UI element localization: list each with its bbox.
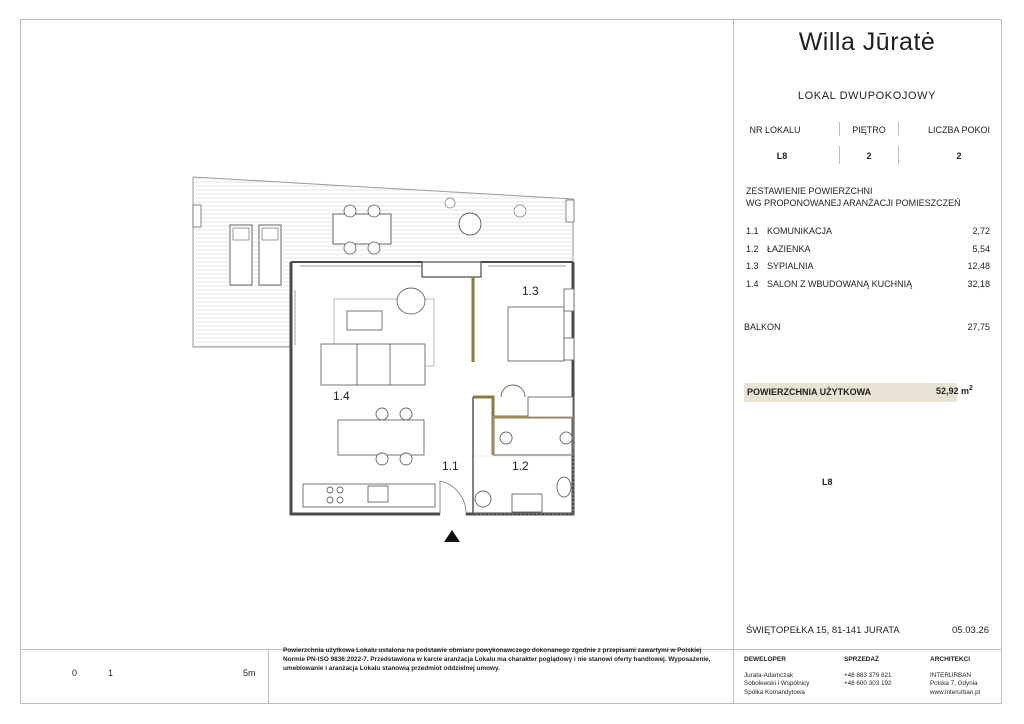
- room-row-name: SALON Z WBUDOWANĄ KUCHNIĄ: [767, 279, 913, 289]
- sofa: [321, 344, 425, 385]
- room-row-name: KOMUNIKACJA: [767, 226, 833, 236]
- areas-heading-1: ZESTAWIENIE POWIERZCHNI: [746, 186, 873, 196]
- room-row-number: 1.4: [746, 279, 759, 289]
- architects-line: Polska 7, Gdynia: [930, 680, 978, 687]
- living-room-furniture: [303, 288, 435, 507]
- scale-label-0: 0: [72, 668, 78, 678]
- dining-table: [338, 420, 424, 455]
- washbasin: [512, 494, 542, 512]
- developer-line: Jurata-Adamczak: [744, 672, 793, 679]
- room-row-value: 12,48: [967, 261, 990, 271]
- coffee-table: [347, 311, 382, 330]
- developer-title: DEWELOPER: [744, 656, 786, 663]
- architects-website-link[interactable]: www.interurban.pl: [930, 689, 981, 696]
- header-rooms: LICZBA POKOI: [927, 125, 991, 135]
- room-row-number: 1.2: [746, 244, 759, 254]
- apartment-type: LOKAL DWUPOKOJOWY: [797, 90, 937, 102]
- value-unit-number: L8: [776, 151, 788, 161]
- toilet: [557, 477, 571, 497]
- sales-phone[interactable]: +48 883 379 621: [844, 672, 892, 679]
- footer-divider-scale: [268, 649, 269, 704]
- balcony-value: 27,75: [967, 322, 990, 332]
- room-row-name: ŁAZIENKA: [767, 244, 811, 254]
- header-floor: PIĘTRO: [852, 125, 886, 135]
- washing-machine: [475, 491, 491, 507]
- room-label-1-3: 1.3: [522, 284, 539, 298]
- developer-line: Spółka Komandytowa: [744, 689, 805, 696]
- armchair: [397, 288, 425, 314]
- architects-title: ARCHITEKCI: [930, 656, 971, 663]
- key-plan-unit-label: L8: [822, 477, 833, 487]
- date: 05.03.26: [952, 625, 989, 636]
- developer-line: Sobolewski i Wspólnicy: [744, 680, 810, 687]
- bedroom-furniture: [501, 289, 574, 417]
- room-row-value: 32,18: [967, 279, 990, 289]
- value-separator: [839, 146, 840, 164]
- entrance-door: [440, 481, 466, 514]
- room-label-1-1: 1.1: [442, 459, 459, 473]
- usable-area-highlight: [744, 383, 957, 402]
- brand-title: Willa Jūratė: [798, 28, 936, 56]
- value-separator: [898, 146, 899, 164]
- disclaimer: Powierzchnia użytkowa Lokalu ustalona na podstawie obmiaru powykonawczego dokonanego zgodnie z przepisami zawartymi w Polskiej Normie PN-ISO 9836:2022-7. Przedstawiona w karcie aranżacja Lokalu ma charakter poglądowy i nie stanowi oferty handlowej. Wyposażenie, umeblowanie i aranżacja Lokalu stanowią przedmiot oddzielnej umowy.: [283, 647, 711, 672]
- entrance-arrow-icon: [444, 530, 460, 542]
- room-label-1-2: 1.2: [512, 459, 529, 473]
- sales-phone[interactable]: +48 600 303 192: [844, 680, 892, 687]
- deck-stool: [193, 205, 201, 227]
- room-row-value: 2,72: [972, 226, 990, 236]
- room-row-value: 5,54: [972, 244, 990, 254]
- footer-divider-note: [733, 649, 734, 704]
- apartment-walls: [291, 262, 573, 514]
- usable-area-value: 52,92 $m^2$: [936, 385, 973, 396]
- room-row-number: 1.3: [746, 261, 759, 271]
- wardrobe: [528, 397, 573, 417]
- balcony-label: BALKON: [744, 322, 781, 332]
- header-unit-number: NR LOKALU: [749, 125, 801, 135]
- sales-title: SPRZEDAŻ: [844, 656, 880, 663]
- value-floor: 2: [866, 151, 872, 161]
- room-label-1-4: 1.4: [333, 389, 350, 403]
- header-separator: [898, 122, 899, 136]
- panel-divider: [733, 19, 734, 650]
- room-row-number: 1.1: [746, 226, 759, 236]
- areas-heading-2: WG PROPONOWANEJ ARANŻACJI POMIESZCZEŃ: [746, 198, 961, 208]
- bed: [508, 307, 564, 361]
- address: ŚWIĘTOPEŁKA 15, 81-141 JURATA: [746, 625, 900, 636]
- scale-label-1: 1: [108, 668, 114, 678]
- scale-label-5m: 5m: [243, 668, 256, 678]
- header-separator: [839, 122, 840, 136]
- terrace-table: [333, 214, 391, 244]
- room-row-name: SYPIALNIA: [767, 261, 814, 271]
- usable-area-label: POWIERZCHNIA UŻYTKOWA: [747, 387, 872, 397]
- terrace-armchair: [459, 213, 481, 235]
- value-rooms: 2: [956, 151, 962, 161]
- architects-line: INTERURBAN: [930, 672, 971, 679]
